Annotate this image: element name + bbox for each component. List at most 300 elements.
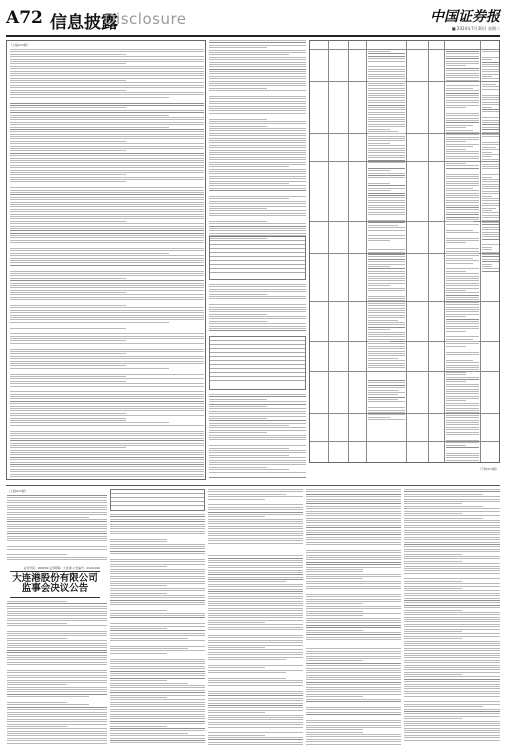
text-line	[110, 539, 167, 540]
text-line	[209, 171, 306, 172]
text-line	[7, 528, 107, 529]
text-line	[306, 653, 401, 654]
text-line	[404, 546, 500, 547]
text-line	[10, 351, 204, 352]
text-line	[404, 518, 483, 519]
text-line	[10, 262, 204, 263]
text-line	[208, 652, 303, 653]
text-line	[368, 285, 390, 286]
text-line	[446, 217, 479, 218]
text-line	[446, 158, 479, 159]
text-line	[404, 554, 462, 555]
text-line	[209, 145, 306, 146]
text-line	[404, 681, 500, 682]
text-line	[446, 299, 479, 300]
text-line	[368, 312, 405, 313]
text-line	[446, 354, 479, 355]
text-line	[7, 638, 67, 639]
text-line	[7, 677, 107, 678]
text-line	[404, 539, 500, 540]
text-line	[368, 360, 405, 361]
text-line	[446, 130, 473, 131]
text-line	[368, 414, 405, 415]
text-line	[446, 339, 473, 340]
text-line	[10, 466, 204, 467]
text-line	[10, 418, 126, 419]
lower-col-3	[208, 489, 303, 745]
text-line	[208, 707, 303, 708]
text-line	[208, 627, 303, 628]
text-line	[10, 310, 204, 311]
data-table-1	[209, 236, 306, 280]
text-line	[10, 271, 204, 272]
text-line	[110, 738, 205, 739]
text-line	[209, 455, 289, 456]
text-line	[306, 544, 401, 545]
text-line	[208, 727, 303, 728]
text-line	[404, 607, 500, 608]
text-line	[10, 363, 204, 364]
text-line	[208, 555, 303, 556]
text-line	[404, 645, 500, 646]
text-line	[110, 650, 205, 651]
text-line	[368, 259, 405, 260]
text-line	[368, 155, 405, 156]
text-line	[368, 310, 405, 311]
text-line	[10, 374, 204, 375]
text-line	[306, 618, 401, 619]
text-line	[10, 190, 204, 191]
text-line	[208, 654, 303, 655]
text-line	[110, 521, 205, 522]
text-line	[446, 234, 479, 236]
text-line	[208, 589, 303, 590]
text-line	[482, 64, 499, 65]
text-line	[10, 443, 204, 444]
text-line	[208, 523, 303, 524]
text-line	[10, 75, 204, 76]
text-line	[446, 278, 479, 279]
text-line	[208, 632, 303, 634]
text-line	[110, 548, 205, 549]
text-line	[306, 637, 401, 638]
text-line	[368, 363, 405, 364]
text-line	[306, 586, 401, 587]
text-line	[306, 508, 401, 509]
text-line	[404, 494, 483, 495]
text-line	[7, 627, 107, 629]
text-line	[209, 57, 306, 58]
text-line	[368, 308, 405, 309]
text-line	[368, 276, 405, 277]
text-line	[446, 271, 466, 272]
text-line	[110, 714, 205, 715]
text-line	[10, 71, 204, 72]
text-line	[7, 664, 107, 665]
text-line	[209, 138, 306, 139]
text-line	[209, 304, 306, 305]
table-column-divider	[348, 41, 349, 462]
text-line	[446, 283, 479, 284]
text-line	[208, 682, 303, 683]
text-line	[7, 497, 107, 498]
text-line	[10, 115, 169, 116]
text-line	[404, 698, 500, 700]
text-line	[368, 346, 405, 347]
text-line	[482, 89, 499, 90]
text-line	[446, 268, 479, 269]
text-line	[404, 520, 500, 521]
text-line	[10, 127, 169, 128]
text-line	[404, 619, 500, 620]
text-line	[209, 435, 306, 436]
text-line	[209, 442, 306, 444]
text-line	[10, 150, 126, 151]
text-line	[368, 322, 405, 323]
text-line	[306, 571, 363, 572]
text-line	[10, 187, 204, 188]
data-table-3	[110, 489, 205, 511]
text-line	[7, 519, 107, 520]
text-line	[208, 637, 303, 638]
text-line	[208, 687, 303, 689]
text-line	[446, 75, 479, 76]
text-line	[482, 156, 492, 157]
text-line	[368, 58, 405, 59]
text-line	[10, 119, 204, 120]
text-line	[404, 633, 500, 634]
table-column-divider	[366, 41, 367, 462]
text-line	[110, 671, 205, 672]
text-line	[7, 655, 107, 656]
text-line	[446, 323, 479, 324]
text-line	[10, 413, 126, 414]
text-line	[110, 573, 205, 574]
text-line	[10, 134, 204, 135]
text-line	[7, 620, 107, 621]
text-line	[404, 706, 483, 707]
text-line	[368, 404, 405, 406]
text-line	[368, 410, 405, 411]
text-line	[404, 735, 500, 736]
text-line	[306, 642, 401, 644]
text-line	[306, 583, 401, 584]
text-line	[368, 334, 405, 335]
text-line	[404, 704, 500, 705]
text-line	[10, 378, 204, 379]
text-line	[446, 455, 479, 456]
text-line	[482, 264, 492, 265]
text-line	[404, 503, 462, 504]
text-line	[446, 429, 479, 430]
text-line	[7, 551, 107, 553]
text-line	[110, 581, 205, 582]
text-line	[10, 61, 204, 62]
text-line	[306, 744, 401, 745]
text-line	[306, 501, 401, 502]
text-line	[404, 602, 500, 603]
text-line	[404, 641, 500, 642]
text-line	[404, 669, 500, 670]
text-line	[209, 133, 306, 134]
text-line	[368, 175, 405, 176]
text-line	[446, 384, 479, 385]
text-line	[110, 716, 205, 717]
text-line	[110, 663, 205, 664]
text-line	[368, 78, 405, 79]
text-line	[404, 496, 500, 497]
text-line	[110, 556, 205, 558]
text-line	[209, 445, 306, 446]
text-line	[404, 590, 500, 591]
text-line	[404, 709, 500, 710]
text-line	[209, 206, 306, 207]
text-line	[306, 542, 401, 543]
text-line	[10, 211, 204, 212]
text-line	[209, 42, 306, 43]
text-line	[368, 217, 405, 219]
text-line	[7, 675, 107, 676]
text-line	[368, 145, 405, 146]
text-line	[446, 61, 479, 62]
text-line	[368, 394, 398, 395]
text-line	[404, 568, 500, 569]
text-line	[446, 73, 479, 74]
text-line	[7, 738, 107, 739]
text-line	[446, 125, 473, 126]
table-description-column	[446, 51, 479, 461]
text-line	[208, 584, 303, 585]
text-line	[208, 507, 303, 508]
text-line	[446, 195, 479, 196]
text-line	[10, 221, 126, 222]
text-line	[208, 698, 303, 699]
text-line	[10, 90, 126, 91]
text-line	[306, 694, 401, 695]
text-line	[368, 209, 405, 210]
text-line	[306, 703, 401, 705]
text-line	[368, 242, 405, 244]
text-line	[209, 169, 306, 170]
text-line	[110, 610, 167, 611]
text-line	[404, 558, 500, 559]
text-line	[446, 85, 479, 86]
text-line	[368, 188, 405, 189]
text-line	[10, 381, 126, 382]
text-line	[368, 327, 405, 328]
text-line	[209, 166, 289, 167]
text-line	[446, 341, 479, 342]
text-line	[208, 560, 303, 561]
text-line	[306, 699, 401, 700]
text-line	[446, 398, 479, 399]
text-line	[404, 598, 500, 599]
text-line	[368, 343, 405, 344]
text-line	[368, 95, 405, 96]
text-line	[368, 83, 405, 84]
text-line	[368, 121, 405, 122]
text-line	[208, 739, 303, 740]
text-line	[10, 425, 204, 426]
text-line	[404, 676, 500, 677]
text-line	[446, 139, 479, 140]
text-line	[7, 726, 67, 727]
text-line	[446, 156, 479, 157]
text-line	[368, 377, 405, 379]
text-line	[404, 672, 500, 673]
text-line	[209, 437, 306, 438]
text-line	[10, 471, 204, 472]
text-line	[10, 194, 204, 195]
text-line	[110, 541, 167, 542]
text-line	[7, 694, 107, 695]
text-line	[10, 179, 204, 180]
text-line	[110, 561, 205, 562]
text-line	[110, 602, 205, 603]
text-line	[10, 297, 204, 298]
text-line	[404, 653, 500, 654]
text-line	[368, 112, 405, 113]
text-line	[368, 136, 405, 137]
text-line	[110, 585, 167, 586]
text-line	[208, 581, 286, 582]
text-line	[482, 161, 499, 162]
mid-rule	[6, 485, 500, 486]
text-line	[446, 396, 479, 397]
text-line	[368, 315, 405, 316]
text-line	[306, 520, 401, 521]
text-line	[404, 686, 500, 687]
text-line	[404, 713, 500, 714]
text-line	[306, 622, 401, 623]
text-line	[10, 420, 126, 421]
text-line	[209, 88, 267, 89]
text-line	[368, 268, 405, 269]
text-line	[209, 307, 306, 308]
text-line	[10, 237, 204, 238]
text-line	[368, 200, 405, 201]
text-line	[404, 693, 500, 694]
text-line	[446, 285, 479, 286]
text-line	[208, 672, 286, 673]
text-line	[482, 247, 492, 248]
text-line	[110, 735, 205, 736]
text-line	[208, 691, 303, 692]
text-line	[208, 605, 303, 606]
text-line	[10, 148, 204, 149]
text-line	[446, 447, 479, 448]
text-line	[209, 408, 306, 409]
text-line	[7, 667, 107, 669]
text-line	[7, 724, 107, 725]
text-line	[208, 528, 303, 529]
text-line	[7, 645, 107, 646]
text-line	[404, 691, 500, 692]
text-line	[209, 130, 306, 131]
text-line	[404, 489, 500, 490]
text-line	[404, 525, 500, 526]
text-line	[404, 660, 500, 661]
text-line	[7, 505, 107, 506]
text-line	[306, 732, 363, 733]
text-line	[306, 581, 401, 582]
text-line	[482, 159, 499, 160]
text-line	[446, 408, 479, 409]
text-line	[404, 501, 500, 502]
text-line	[368, 254, 405, 255]
text-line	[209, 450, 306, 451]
text-line	[208, 509, 303, 510]
text-line	[446, 333, 479, 335]
text-line	[446, 251, 479, 252]
text-line	[7, 611, 107, 612]
text-line	[446, 292, 479, 293]
text-line	[208, 596, 303, 597]
text-line	[306, 660, 363, 661]
text-line	[209, 164, 306, 165]
text-line	[208, 685, 303, 686]
text-line	[446, 362, 479, 363]
text-line	[404, 643, 500, 644]
text-line	[446, 309, 479, 310]
text-line	[446, 422, 479, 423]
text-line	[110, 607, 205, 609]
text-line	[110, 626, 205, 627]
text-line	[306, 530, 401, 531]
text-line	[10, 368, 169, 369]
text-line	[7, 618, 107, 619]
announcement-rule-top	[10, 571, 100, 572]
text-line	[10, 459, 204, 460]
text-line	[110, 683, 188, 684]
text-line	[208, 680, 303, 681]
text-line	[208, 512, 303, 513]
text-line	[482, 193, 499, 194]
text-line	[208, 657, 303, 658]
text-line	[446, 331, 466, 332]
text-line	[368, 249, 405, 250]
text-line	[110, 597, 205, 598]
text-line	[10, 248, 204, 249]
text-line	[10, 427, 204, 429]
text-line	[209, 181, 306, 182]
text-line	[306, 712, 401, 713]
text-line	[306, 620, 401, 621]
text-line	[110, 620, 205, 622]
text-line	[10, 87, 204, 88]
text-line	[10, 356, 204, 357]
text-line	[10, 319, 204, 320]
text-line	[368, 387, 405, 388]
text-line	[209, 52, 306, 53]
text-line	[446, 297, 479, 298]
text-line	[306, 672, 401, 673]
text-line	[446, 346, 466, 347]
text-line	[110, 613, 205, 614]
text-line	[110, 718, 205, 719]
text-line	[110, 569, 205, 570]
text-line	[368, 152, 405, 153]
text-line	[368, 296, 405, 297]
text-line	[306, 720, 401, 721]
text-line	[7, 526, 107, 527]
text-line	[110, 642, 205, 644]
text-line	[208, 535, 303, 536]
text-line	[446, 424, 479, 425]
text-line	[10, 333, 204, 334]
text-line	[7, 500, 107, 501]
text-line	[7, 721, 107, 722]
